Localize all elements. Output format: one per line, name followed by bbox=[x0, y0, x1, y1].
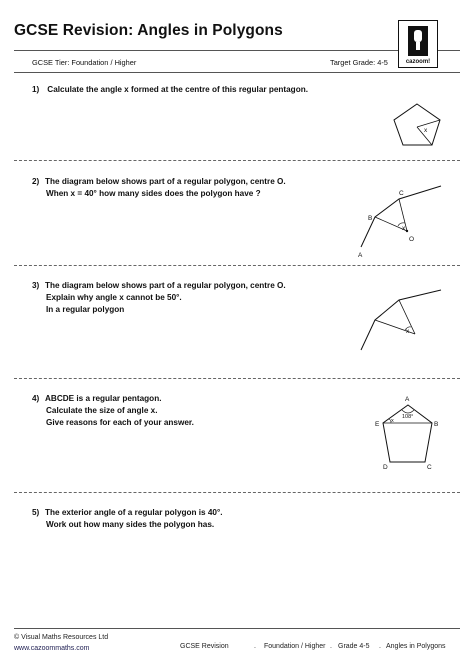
footer-sep: . bbox=[254, 643, 256, 650]
logo-mark-icon bbox=[408, 26, 428, 56]
question-separator bbox=[14, 378, 460, 379]
footer-grade: Grade 4-5 bbox=[338, 643, 370, 650]
tier-label: GCSE Tier: Foundation / Higher bbox=[32, 58, 137, 67]
cazoom-logo bbox=[398, 20, 438, 68]
label-a: A bbox=[405, 396, 410, 403]
question-4 bbox=[32, 393, 194, 428]
q3-polygon-figure bbox=[355, 285, 450, 360]
question-number: 4) bbox=[32, 394, 40, 403]
question-2 bbox=[32, 176, 286, 200]
label-a: A bbox=[358, 252, 363, 259]
question-separator bbox=[14, 492, 460, 493]
polygon-edges bbox=[361, 290, 441, 350]
radius-line bbox=[417, 120, 440, 127]
question-text-line: In a regular polygon bbox=[46, 304, 125, 314]
question-text-line: The exterior angle of a regular polygon is 40°. bbox=[45, 508, 223, 517]
label-c: C bbox=[427, 464, 432, 471]
label-d: D bbox=[383, 464, 388, 471]
footer-course: GCSE Revision bbox=[180, 643, 229, 650]
centre-point bbox=[406, 230, 408, 232]
angle-x-label: x bbox=[402, 225, 406, 232]
page-title: GCSE Revision: Angles in Polygons bbox=[14, 22, 283, 39]
copyright-text: © Visual Maths Resources Ltd bbox=[14, 634, 109, 641]
question-number: 5) bbox=[32, 508, 40, 517]
question-number: 1) bbox=[32, 85, 40, 94]
question-separator bbox=[14, 160, 460, 161]
question-separator bbox=[14, 265, 460, 266]
footer-rule bbox=[14, 628, 460, 629]
question-text-line: Work out how many sides the polygon has. bbox=[46, 519, 215, 529]
question-text-line: When x = 40° how many sides does the polygon have ? bbox=[46, 188, 261, 198]
angle-x-label: x bbox=[391, 418, 394, 424]
question-number: 3) bbox=[32, 281, 40, 290]
header-rule-top bbox=[14, 50, 460, 51]
q1-pentagon-figure bbox=[390, 100, 450, 160]
footer-sep: . bbox=[330, 643, 332, 650]
website-link[interactable]: www.cazoommaths.com bbox=[14, 645, 90, 652]
q4-pentagon-figure bbox=[365, 392, 445, 472]
question-text-line: Calculate the size of angle x. bbox=[46, 405, 158, 415]
footer-tier: Foundation / Higher bbox=[264, 643, 326, 650]
label-b: B bbox=[368, 215, 373, 222]
angle-108-label: 108° bbox=[402, 414, 414, 420]
question-text-line: The diagram below shows part of a regular polygon, centre O. bbox=[45, 177, 286, 186]
question-5 bbox=[32, 507, 223, 531]
pentagon-shape bbox=[394, 104, 440, 145]
angle-x-label: x bbox=[406, 328, 410, 335]
angle-x-label: x bbox=[424, 127, 428, 134]
question-text-line: Give reasons for each of your answer. bbox=[46, 417, 194, 427]
angle-arc bbox=[402, 410, 414, 413]
label-o: O bbox=[409, 236, 415, 243]
question-text-line: Calculate the angle x formed at the centre of this regular pentagon. bbox=[47, 85, 308, 94]
logo-text: cazoom! bbox=[405, 59, 431, 65]
question-1 bbox=[32, 84, 308, 96]
footer-topic: Angles in Polygons bbox=[386, 643, 446, 650]
footer-sep: . bbox=[379, 643, 381, 650]
question-3 bbox=[32, 280, 286, 315]
label-e: E bbox=[375, 421, 380, 428]
question-text-line: ABCDE is a regular pentagon. bbox=[45, 394, 162, 403]
q2-polygon-figure bbox=[355, 180, 450, 260]
header-rule-bottom bbox=[14, 72, 460, 73]
question-text-line: Explain why angle x cannot be 50°. bbox=[46, 292, 182, 302]
question-number: 2) bbox=[32, 177, 40, 186]
label-c: C bbox=[399, 190, 404, 197]
question-text-line: The diagram below shows part of a regular polygon, centre O. bbox=[45, 281, 286, 290]
target-grade-label: Target Grade: 4-5 bbox=[330, 58, 388, 67]
label-b: B bbox=[434, 421, 439, 428]
